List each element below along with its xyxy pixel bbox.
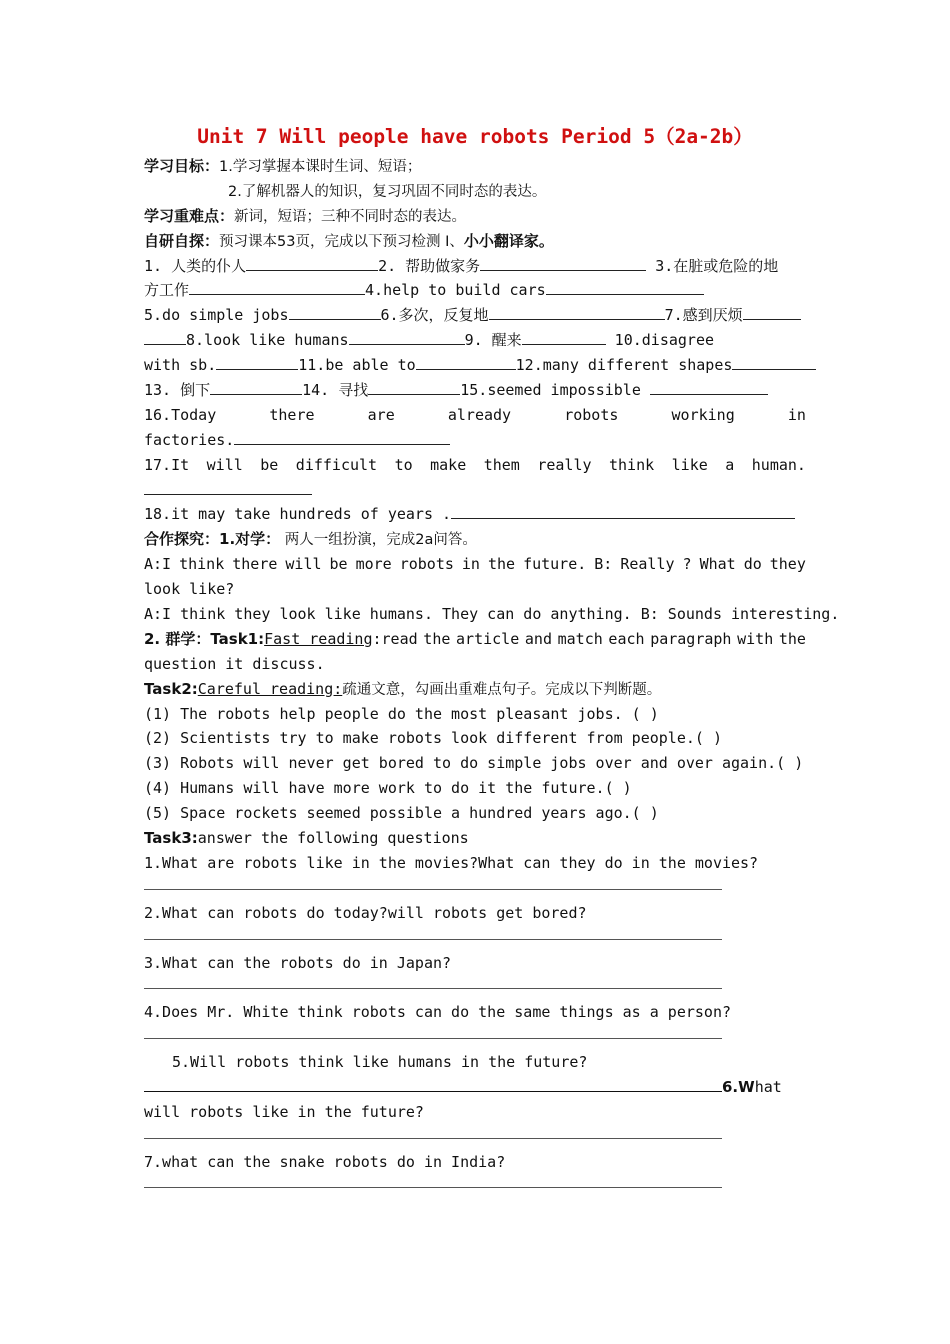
blank-3[interactable]	[189, 278, 365, 295]
cooperation-text: 两人一组扮演，完成2a问答。	[280, 532, 477, 549]
blank-11[interactable]	[416, 353, 516, 370]
item-7: 7.感到厌烦	[664, 306, 743, 325]
judgment-5: (5) Space rockets seemed possible a hundred years ago.( )	[144, 804, 659, 823]
question-1: 1.What are robots like in the movies?What can they do in the movies?	[144, 853, 759, 872]
translation-line-4	[144, 328, 806, 353]
cooperation-label: 合作探究：1.对学：	[144, 530, 281, 549]
blank-1[interactable]	[246, 254, 378, 271]
item-5: 5.do simple jobs	[144, 306, 289, 325]
word: article	[456, 629, 520, 648]
word: already	[447, 405, 512, 424]
blank-7[interactable]	[743, 303, 801, 320]
word: really	[537, 455, 592, 474]
judgment-3: (3) Robots will never get bored to do simple jobs over and over again.( )	[144, 754, 804, 773]
answer-line-4[interactable]	[144, 1025, 806, 1050]
item-3-cont: 方工作	[144, 281, 190, 300]
item-16-cont: factories.	[144, 430, 235, 449]
word: paragraph	[650, 629, 732, 648]
answer-line-6[interactable]	[144, 1125, 806, 1150]
fast-reading: Fast reading	[264, 629, 373, 648]
blank-4[interactable]	[546, 278, 704, 295]
word: a	[725, 455, 735, 474]
dialog-line-1	[144, 552, 806, 577]
item-6: 6.多次，反复地	[380, 306, 489, 325]
blank-9[interactable]	[522, 328, 606, 345]
cooperation-line	[144, 527, 806, 552]
task1-line-2: question it discuss.	[144, 654, 325, 673]
translation-line-2	[144, 278, 806, 303]
translation-line-5	[144, 353, 806, 378]
task3-label: Task3:	[144, 829, 198, 848]
blank-2[interactable]	[480, 254, 646, 271]
item-10-cont: with sb.	[144, 356, 217, 375]
word: like	[671, 455, 708, 474]
word: B:	[594, 555, 613, 574]
blank-17[interactable]	[144, 478, 312, 495]
blank-14[interactable]	[368, 378, 460, 395]
self-study-text: 预习课本53页，完成以下预习检测 I、	[219, 233, 464, 250]
word: future.	[523, 555, 587, 574]
translation-line-9	[144, 453, 806, 478]
dialog-line-2: A:I think they look like humans. They can do anything. B: Sounds interesting.	[144, 605, 840, 624]
word: they	[769, 555, 806, 574]
word: match	[557, 629, 603, 648]
answer-line-5[interactable]	[144, 1075, 722, 1092]
question-6-number: 6.W	[722, 1077, 755, 1096]
answer-line-2[interactable]	[144, 926, 806, 951]
word: robots	[399, 555, 454, 574]
word: the	[423, 629, 451, 648]
item-1: 1. 人类的仆人	[144, 256, 247, 275]
translation-line-11	[144, 502, 806, 527]
judgment-1: (1) The robots help people do the most pleasant jobs. ( )	[144, 704, 659, 723]
word: are	[367, 405, 395, 424]
task1-line: 2. 群学：Task1:Fast reading:read the article and match each paragraph with the	[144, 627, 806, 652]
word: Really	[620, 555, 675, 574]
word: think	[609, 455, 655, 474]
word: human.	[751, 455, 806, 474]
word: with	[737, 629, 774, 648]
answer-line-7[interactable]	[144, 1175, 806, 1200]
word: do	[743, 555, 762, 574]
word: What	[699, 555, 736, 574]
item-9: 9. 醒来	[464, 331, 522, 350]
task2-label: Task2:	[144, 679, 198, 698]
blank-16[interactable]	[234, 428, 450, 445]
page-title: Unit 7 Will people have robots Period 5（2a-2b）	[197, 125, 753, 148]
word: will	[206, 455, 243, 474]
objectives-label: 学习目标：	[144, 157, 220, 175]
word: them	[483, 455, 520, 474]
question-5: 5.Will robots think like humans in the future?	[172, 1053, 588, 1072]
translation-line-1	[144, 254, 806, 279]
careful-reading: Careful reading:	[197, 679, 343, 698]
word: 16.Today	[144, 405, 217, 424]
item-2: 2. 帮助做家务	[378, 256, 481, 275]
blank-8[interactable]	[349, 328, 465, 345]
question-6: will robots like in the future?	[144, 1102, 424, 1121]
blank-12[interactable]	[732, 353, 816, 370]
word: more	[355, 555, 392, 574]
question-7: 7.what can the snake robots do in India?	[144, 1152, 506, 1171]
blank-10[interactable]	[216, 353, 298, 370]
word: the	[778, 629, 806, 648]
key-points-line	[144, 204, 806, 229]
self-study-line	[144, 229, 806, 254]
objective-2: 2.了解机器人的知识，复习巩固不同时态的表达。	[228, 183, 547, 200]
item-4: 4.help to build cars	[365, 281, 546, 300]
item-15: 15.seemed impossible	[460, 381, 650, 400]
word: A:I	[144, 555, 172, 574]
item-10: 10.disagree	[605, 331, 715, 350]
blank-7-cont[interactable]	[144, 328, 186, 345]
word: the	[487, 555, 516, 574]
group-label: 2. 群学：Task1:	[144, 629, 265, 648]
judgment-2: (2) Scientists try to make robots look different from people.( )	[144, 729, 722, 748]
word: be	[260, 455, 279, 474]
dialog-line-1b: look like?	[144, 580, 235, 599]
item-14: 14. 寻找	[302, 381, 369, 400]
answer-line-1[interactable]	[144, 876, 806, 901]
word: 17.It	[144, 455, 190, 474]
word: in	[787, 405, 806, 424]
word: in	[461, 555, 480, 574]
worksheet	[144, 120, 840, 1199]
word: robots	[564, 405, 619, 424]
word: will	[285, 555, 322, 574]
word: difficult	[295, 455, 378, 474]
blank-15[interactable]	[650, 378, 768, 395]
word: ?	[682, 555, 692, 574]
item-3: 3.在脏或危险的地	[646, 256, 779, 275]
word: be	[329, 555, 348, 574]
judgment-4: (4) Humans will have more work to do it the future.( )	[144, 779, 632, 798]
word: working	[671, 405, 735, 424]
blank-18[interactable]	[451, 502, 795, 519]
objectives-line-2	[144, 179, 806, 204]
item-8: 8.look like humans	[186, 331, 349, 350]
self-study-label: 自研自探：	[144, 231, 220, 250]
task3-line	[144, 826, 806, 851]
key-points-text: 新词，短语；三种不同时态的表达。	[234, 208, 467, 225]
blank-6[interactable]	[489, 303, 665, 320]
objective-1: 1.学习掌握本课时生词、短语；	[219, 159, 422, 175]
answer-line-5-row	[144, 1075, 806, 1100]
word: think	[179, 555, 225, 574]
word: read	[381, 629, 418, 648]
task3-text: answer the following questions	[197, 829, 469, 848]
translation-line-8	[144, 428, 806, 453]
translation-line-6	[144, 378, 806, 403]
question-6-start: hat	[754, 1077, 782, 1096]
word: there	[269, 405, 315, 424]
translator-section: 小小翻译家。	[463, 231, 554, 250]
task2-line	[144, 677, 806, 702]
item-11: 11.be able to	[298, 356, 416, 375]
translation-line-10	[144, 478, 806, 503]
careful-text: 疏通文意，勾画出重难点句子。完成以下判断题。	[342, 681, 662, 698]
answer-line-3[interactable]	[144, 975, 806, 1000]
translation-line-3	[144, 303, 806, 328]
key-points-label: 学习重难点：	[144, 206, 235, 225]
blank-5[interactable]	[289, 303, 381, 320]
question-4: 4.Does Mr. White think robots can do the same things as a person?	[144, 1003, 731, 1022]
question-3: 3.What can the robots do in Japan?	[144, 953, 452, 972]
blank-13[interactable]	[210, 378, 302, 395]
word: to	[394, 455, 413, 474]
question-2: 2.What can robots do today?will robots get bored?	[144, 903, 587, 922]
word: and	[524, 629, 552, 648]
item-13: 13. 倒下	[144, 381, 211, 400]
word: there	[232, 555, 278, 574]
translation-line-7	[144, 403, 806, 428]
item-18: 18.it may take hundreds of years .	[144, 505, 452, 524]
objectives-line-1	[144, 154, 806, 179]
word: each	[608, 629, 645, 648]
item-12: 12.many different shapes	[515, 356, 733, 375]
word: make	[430, 455, 467, 474]
